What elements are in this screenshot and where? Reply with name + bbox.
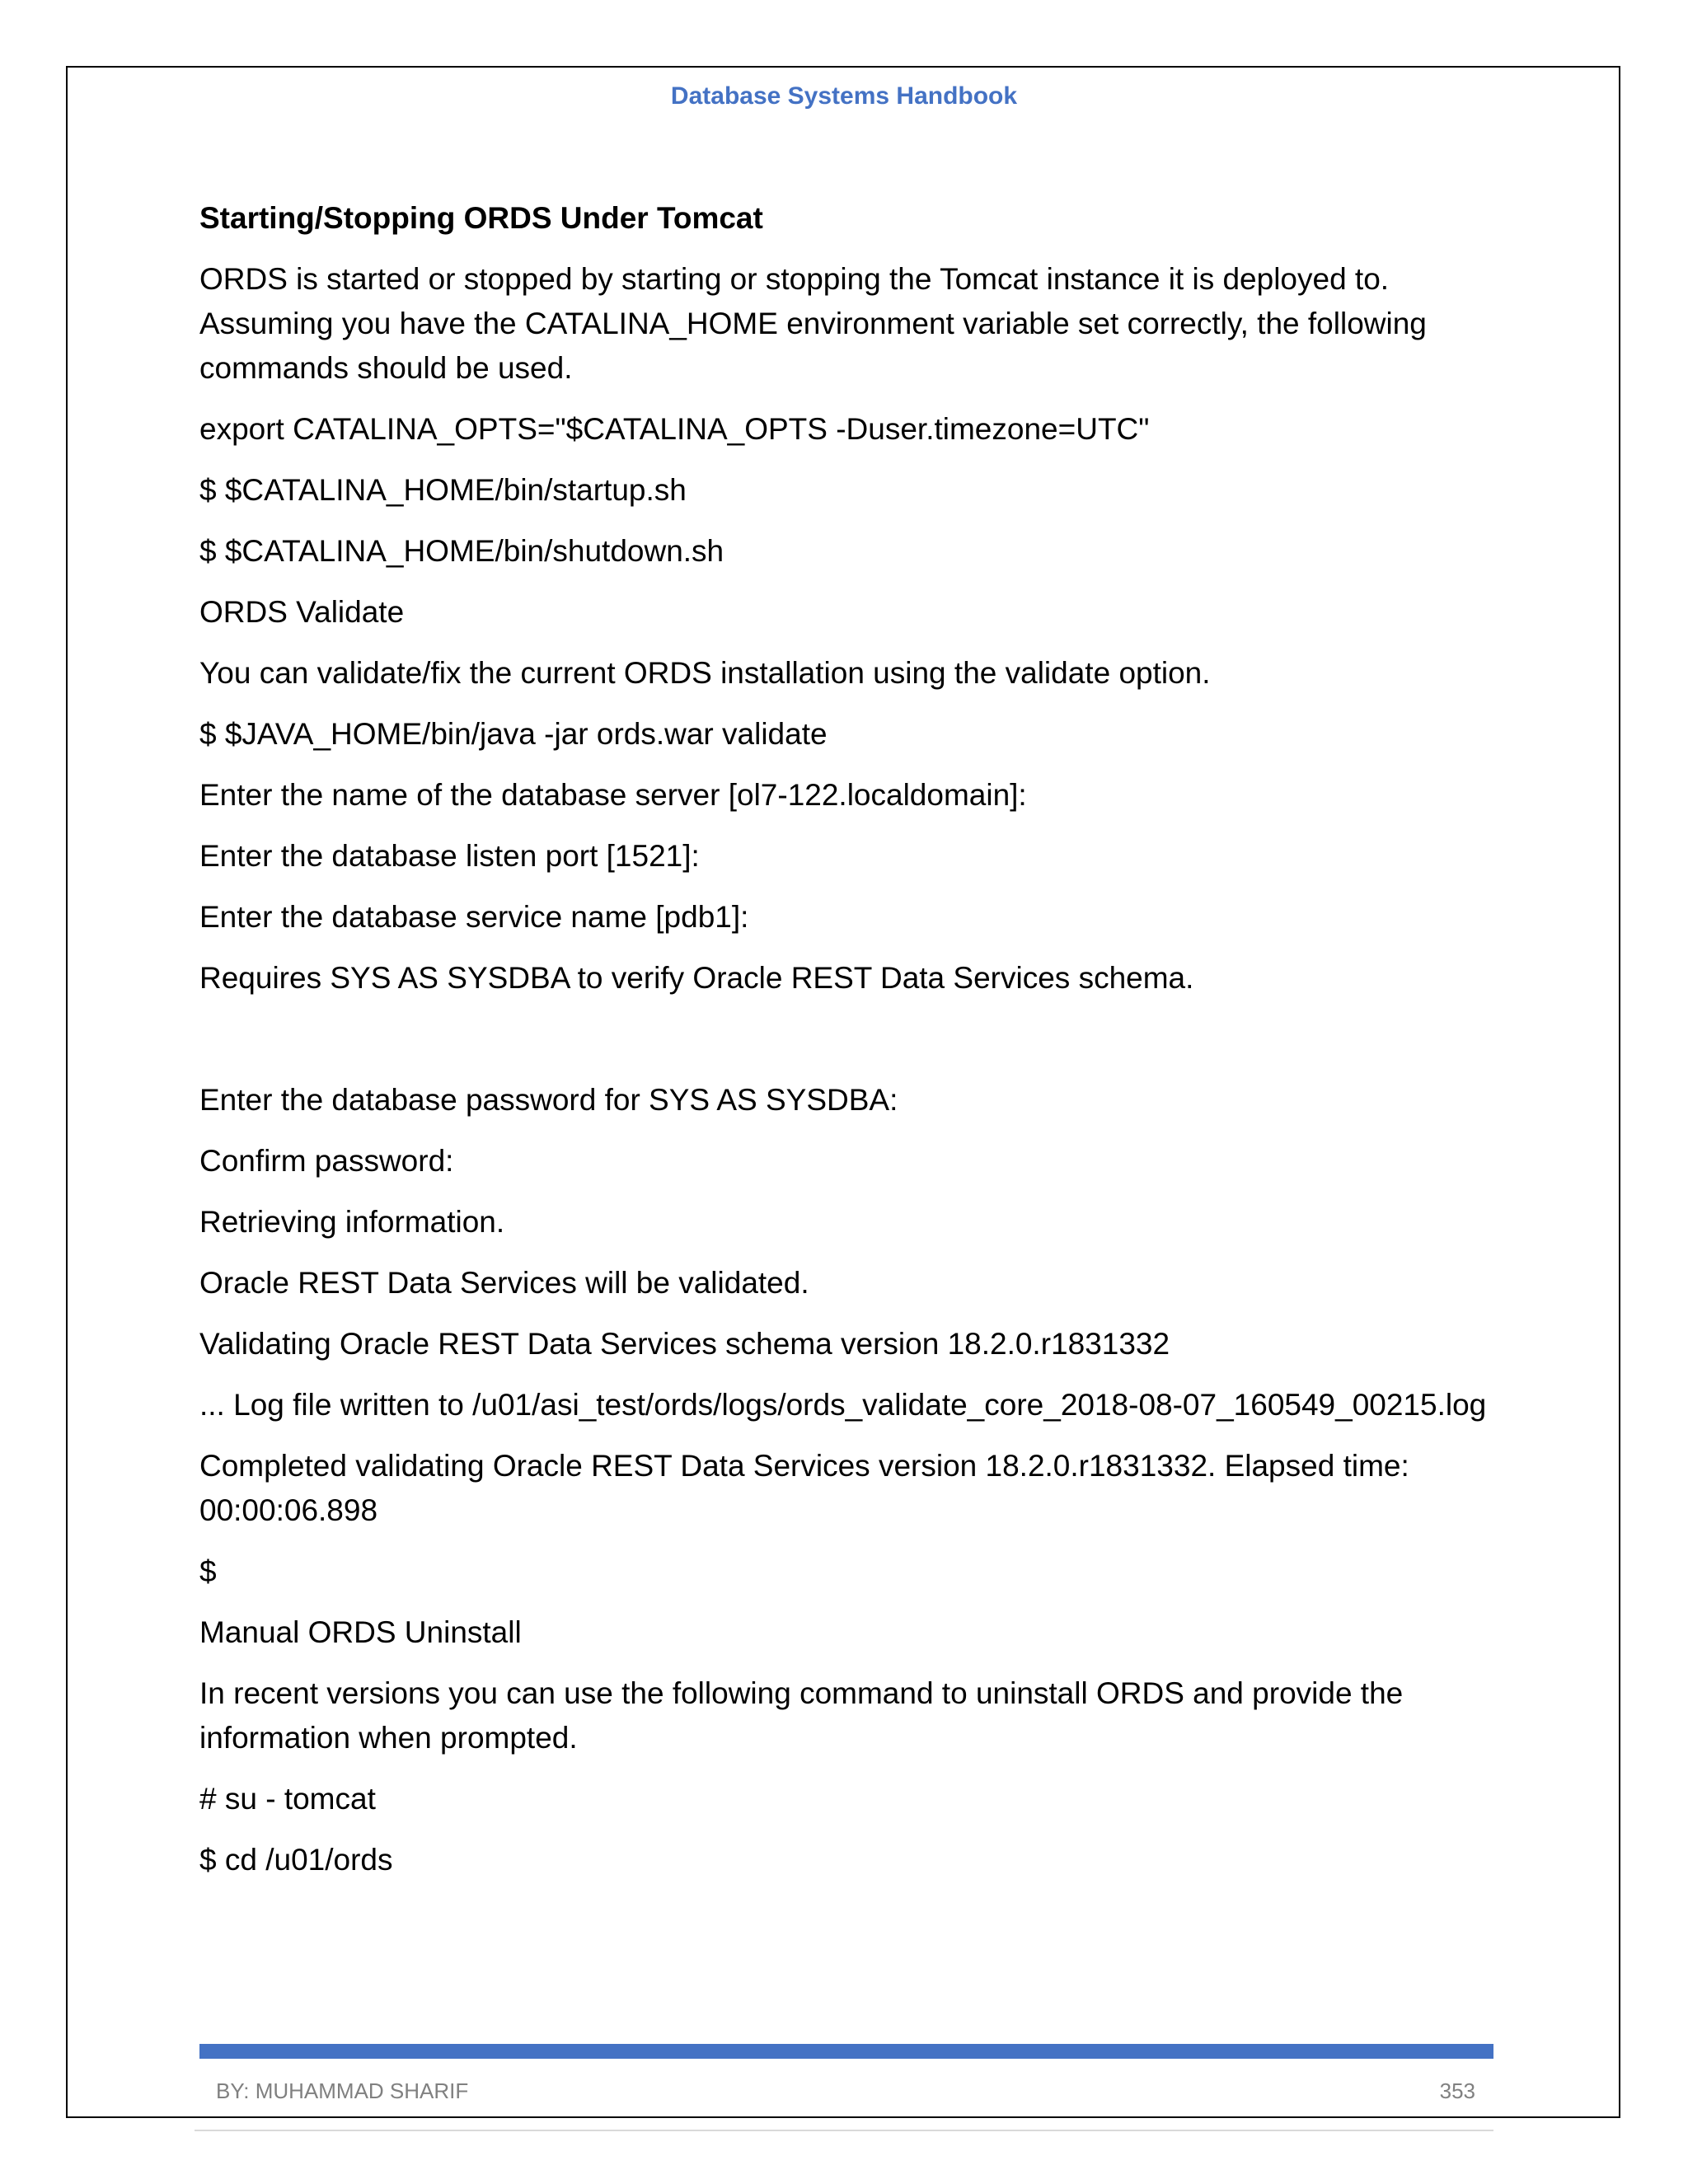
command-export-opts: export CATALINA_OPTS="$CATALINA_OPTS -Duser.timezone=UTC"	[199, 412, 1150, 446]
output-will-validate: Oracle REST Data Services will be validated.	[199, 1266, 809, 1300]
paragraph-validate: You can validate/fix the current ORDS installation using the validate option.	[199, 656, 1211, 690]
shell-prompt: $	[199, 1554, 217, 1588]
footer-divider	[195, 2130, 1493, 2131]
section-title: Starting/Stopping ORDS Under Tomcat	[199, 201, 763, 235]
output-log-file: ... Log file written to /u01/asi_test/ords/logs/ords_validate_core_2018-08-07_160549_00215.log	[199, 1388, 1487, 1422]
command-shutdown: $ $CATALINA_HOME/bin/shutdown.sh	[199, 534, 724, 568]
footer-accent-bar	[199, 2044, 1493, 2059]
command-cd-ords: $ cd /u01/ords	[199, 1843, 393, 1877]
page-content	[199, 196, 1493, 1899]
prompt-server: Enter the name of the database server [ol7-122.localdomain]:	[199, 778, 1027, 812]
running-header: Database Systems Handbook	[670, 82, 1018, 110]
footer-author: BY: MUHAMMAD SHARIF	[216, 2079, 469, 2103]
paragraph-uninstall: In recent versions you can use the following command to uninstall ORDS and provide the information when prompted.	[199, 1676, 1404, 1755]
subheading-manual-uninstall: Manual ORDS Uninstall	[199, 1615, 522, 1649]
output-completed: Completed validating Oracle REST Data Services version 18.2.0.r1831332. Elapsed time: 00:00:06.898	[199, 1449, 1409, 1527]
footer-page-number: 353	[1439, 2079, 1475, 2103]
prompt-confirm-password: Confirm password:	[199, 1144, 454, 1178]
output-retrieving: Retrieving information.	[199, 1205, 505, 1239]
command-validate: $ $JAVA_HOME/bin/java -jar ords.war validate	[199, 717, 828, 751]
paragraph-intro: ORDS is started or stopped by starting or stopping the Tomcat instance it is deployed to. Assuming you have the CATALINA_HOME environment variable set correctly, the following commands should be used.	[199, 262, 1427, 385]
command-startup: $ $CATALINA_HOME/bin/startup.sh	[199, 473, 687, 507]
prompt-port: Enter the database listen port [1521]:	[199, 839, 700, 873]
command-su-tomcat: # su - tomcat	[199, 1782, 376, 1816]
output-requires-sysdba: Requires SYS AS SYSDBA to verify Oracle REST Data Services schema.	[199, 961, 1194, 995]
output-validating-schema: Validating Oracle REST Data Services schema version 18.2.0.r1831332	[199, 1327, 1170, 1361]
prompt-service: Enter the database service name [pdb1]:	[199, 900, 749, 934]
subheading-ords-validate: ORDS Validate	[199, 595, 405, 629]
prompt-password: Enter the database password for SYS AS SYSDBA:	[199, 1083, 898, 1117]
